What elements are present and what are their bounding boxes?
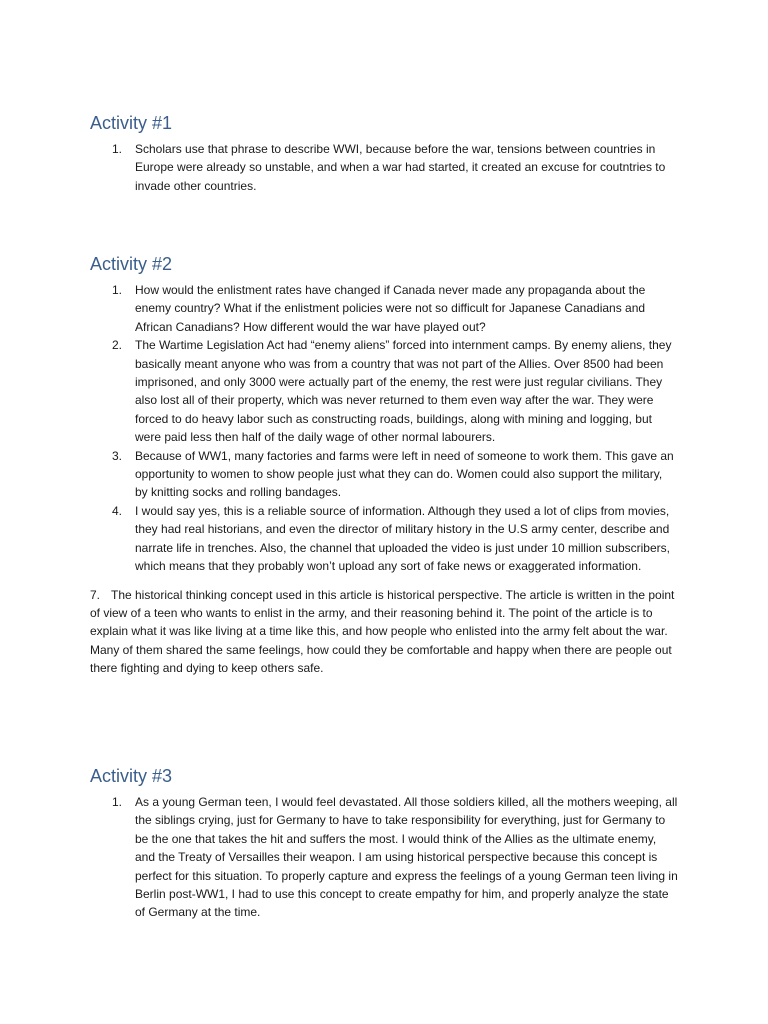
paragraph-text: The historical thinking concept used in this article is historical perspective. The article is written in the point of view of a teen who wants to enlist in the army, and their reasoning behind it. The point of the article is to explain what it was like living at a time like this, and how people who enlisted into the army felt about the war. Many of them shared the same feelings, how could they be comfortable and happy when there are people out there fighting and dying to keep others safe. (90, 587, 675, 676)
activity-3-section (90, 765, 678, 922)
activity-1-list (90, 140, 678, 195)
item-number: 1. (112, 142, 123, 156)
item-number: 1. (112, 283, 123, 297)
list-item (90, 447, 678, 502)
item-text: How would the enlistment rates have changed if Canada never made any propaganda about the enemy country? What if the enlistment policies were not so difficult for Japanese Canadians and African Canadians? How different would the war have played out? (135, 283, 646, 334)
item-number: 1. (112, 795, 123, 809)
item-text: The Wartime Legislation Act had “enemy aliens” forced into internment camps. By enemy aliens, they basically meant anyone who was from a country that was not part of the Allies. Over 8500 had been imprisoned, and only 3000 were actually part of the enemy, the rest were just regular civilians. They also lost all of their property, which was never returned to them even way after the war. They were forced to do heavy labor such as constructing roads, buildings, along with mining and logging, but were paid less then half of the daily wage of other normal labourers. (135, 338, 672, 445)
activity-2-heading: Activity #2 (90, 254, 173, 274)
item-number: 3. (112, 448, 123, 463)
item-text: I would say yes, this is a reliable source of information. Although they used a lot of clips from movies, they had real historians, and even the director of military history in the U.S army center, describe and narrate life in trenches. Also, the channel that uploaded the video is just under 10 million subscribers, which means that they probably won’t upload any sort of fake news or exaggerated information. (135, 503, 670, 574)
item-number: 4. (112, 503, 123, 518)
list-item (90, 336, 678, 446)
activity-3-list (90, 793, 678, 922)
activity-2-section (90, 253, 678, 678)
item-number: 2. (112, 338, 123, 353)
list-item (90, 502, 678, 576)
paragraph-number: 7. (90, 587, 101, 602)
activity-1-heading: Activity #1 (90, 113, 173, 133)
item-text: As a young German teen, I would feel devastated. All those soldiers killed, all the mothers weeping, all the siblings crying, just for Germany to have to take responsibility for everything, just for Germany to be the one that takes the hit and suffers the most. I would think of the Allies as the ultimate enemy, and the Treaty of Versailles their weapon. I am using historical perspective because this concept is perfect for this situation. To properly capture and express the feelings of a young German teen living in Berlin post-WW1, I had to use this concept to create empathy for him, and properly analyze the state of Germany at the time. (135, 795, 678, 920)
list-item (90, 793, 678, 922)
item-text: Because of WW1, many factories and farms were left in need of someone to work them. This gave an opportunity to women to show people just what they can do. Women could also support the military, by knitting socks and rolling bandages. (135, 448, 674, 500)
list-item (90, 281, 678, 336)
paragraph-7 (90, 586, 678, 678)
activity-1-section (90, 112, 678, 195)
item-text: Scholars use that phrase to describe WWI, because before the war, tensions between countries in Europe were already so unstable, and when a war had started, it created an excuse for coutntries to invade other countries. (135, 142, 666, 193)
activity-2-list (90, 281, 678, 576)
list-item (90, 140, 678, 195)
activity-3-heading: Activity #3 (90, 766, 173, 786)
